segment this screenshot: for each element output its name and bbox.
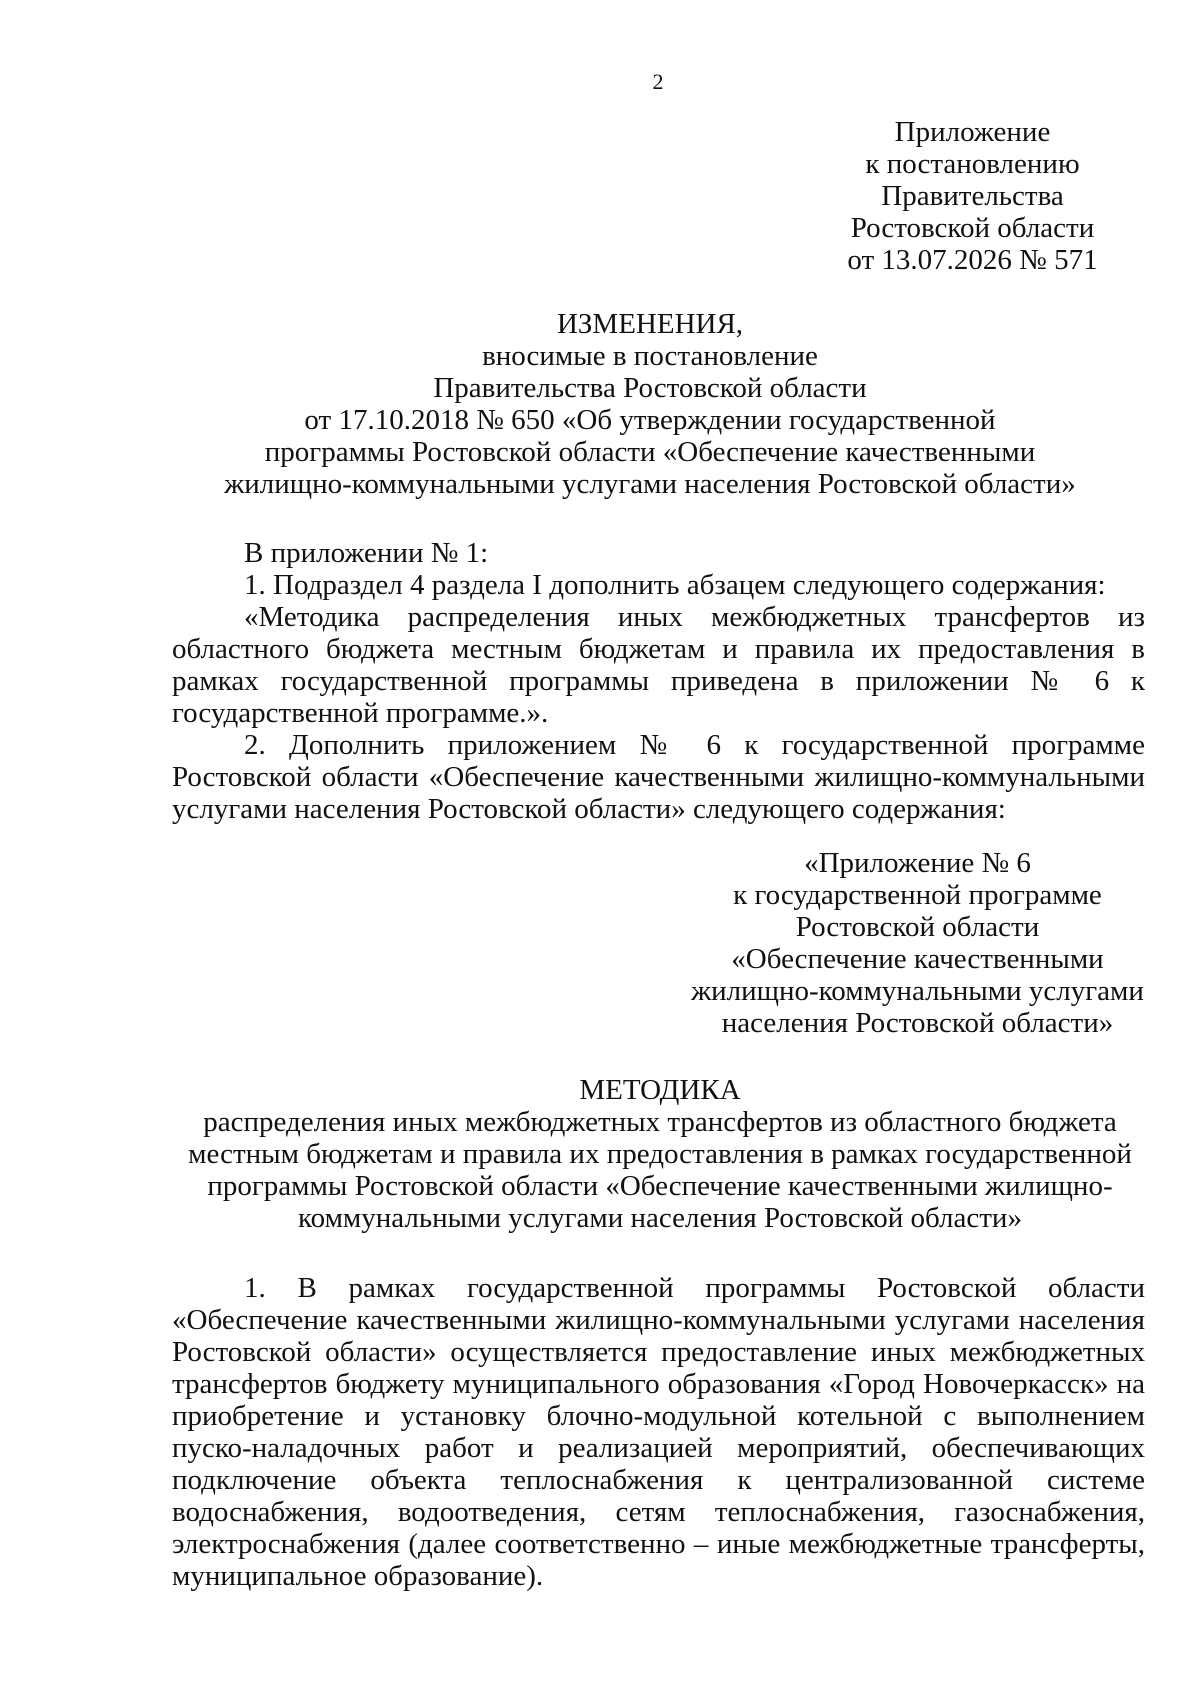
changes-line: Правительства Ростовской области: [433, 372, 867, 404]
appendix-line: к постановлению: [865, 148, 1080, 180]
appendix-line: Ростовской области: [850, 212, 1095, 244]
method-line: программы Ростовской области «Обеспечение качественными жилищно-: [207, 1170, 1113, 1202]
method-title: [180, 1074, 1140, 1234]
appendix-line: Правительства: [881, 180, 1064, 212]
appendix-6-line: Ростовской области: [795, 911, 1040, 943]
changes-heading: ИЗМЕНЕНИЯ,: [556, 308, 744, 340]
quote-paragraph: «Методика распределения иных межбюджетных трансфертов из областного бюджета местным бюджетам и правила их предоставления в рамках государственной программы приведена в приложении № 6 к государственной программе.».: [172, 601, 1145, 729]
item-2-paragraph: 2. Дополнить приложением № 6 к государственной программе Ростовской области «Обеспечение качественными жилищно-коммунальными услугами населения Ростовской области» следующего содержания:: [172, 729, 1145, 825]
appendix-6-line: «Приложение № 6: [804, 847, 1031, 879]
item-1-paragraph: 1. Подраздел 4 раздела I дополнить абзацем следующего содержания:: [244, 569, 1106, 601]
appendix-line: Приложение: [894, 116, 1051, 148]
appendix-6-line: населения Ростовской области»: [721, 1007, 1114, 1039]
changes-line: вносимые в постановление: [482, 340, 818, 372]
changes-line: жилищно-коммунальными услугами населения Ростовской области»: [224, 468, 1076, 500]
changes-line: от 17.10.2018 № 650 «Об утверждении государственной: [304, 404, 996, 436]
appendix-line: от 13.07.2026 № 571: [847, 244, 1098, 276]
method-line: коммунальными услугами населения Ростовской области»: [298, 1202, 1022, 1234]
intro-paragraph: В приложении № 1:: [244, 537, 489, 569]
method-line: распределения иных межбюджетных трансфертов из областного бюджета: [203, 1106, 1117, 1138]
changes-body: [172, 537, 1145, 825]
appendix-header: [800, 116, 1145, 276]
method-heading: МЕТОДИКА: [579, 1074, 741, 1106]
changes-title: [200, 308, 1100, 500]
appendix-6-header: [690, 847, 1145, 1039]
appendix-6-line: к государственной программе: [733, 879, 1102, 911]
method-paragraph-1: 1. В рамках государственной программы Ростовской области «Обеспечение качественными жилищно-коммунальными услугами населения Ростовской области» осуществляется предоставление иных межбюджетных трансфертов бюджету муниципального образования «Город Новочеркасск» на приобретение и установку блочно-модульной котельной с выполнением пуско-наладочных работ и реализацией мероприятий, обеспечивающих подключение объекта теплоснабжения к централизованной системе водоснабжения, водоотведения, сетям теплоснабжения, газоснабжения, электроснабжения (далее соответственно – иные межбюджетные трансферты, муниципальное образование).: [172, 1272, 1145, 1592]
appendix-6-line: «Обеспечение качественными: [731, 943, 1104, 975]
appendix-6-line: жилищно-коммунальными услугами: [691, 975, 1144, 1007]
page-number: 2: [652, 69, 664, 94]
changes-line: программы Ростовской области «Обеспечение качественными: [264, 436, 1036, 468]
method-body: [172, 1272, 1145, 1592]
method-line: местным бюджетам и правила их предоставления в рамках государственной: [188, 1138, 1132, 1170]
